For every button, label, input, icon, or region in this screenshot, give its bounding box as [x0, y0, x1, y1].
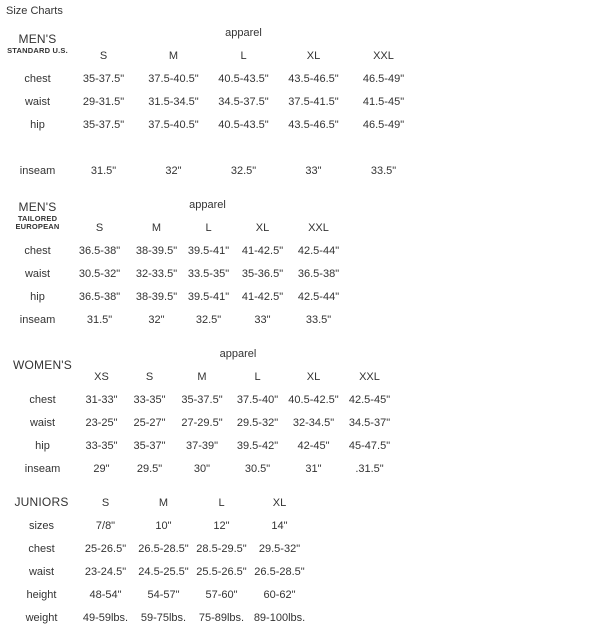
- table-row: [7, 561, 309, 584]
- column-header: L: [209, 45, 279, 68]
- column-header: S: [125, 366, 175, 389]
- table-cell: 25.5-26.5": [193, 561, 251, 584]
- table-cell: 28.5-29.5": [193, 538, 251, 561]
- table-cell: 29.5-32": [251, 538, 309, 561]
- table-cell: 26.5-28.5": [251, 561, 309, 584]
- row-header: waist: [7, 263, 69, 286]
- table-cell: 42.5-45": [342, 389, 398, 412]
- size-table: [6, 193, 347, 332]
- table-cell: 42.5-44": [291, 240, 347, 263]
- chart-name: MEN'S: [18, 32, 57, 47]
- table-cell: 41.5-45": [349, 91, 419, 114]
- table-cell: 36.5-38": [69, 240, 131, 263]
- table-row: [7, 607, 309, 630]
- table-cell: 32": [139, 160, 209, 183]
- table-cell: 29.5": [125, 458, 175, 481]
- column-header: XXL: [291, 217, 347, 240]
- column-header: M: [139, 45, 209, 68]
- table-cell: 30.5-32": [69, 263, 131, 286]
- size-chart-juniors: [6, 491, 600, 630]
- column-header: XXL: [349, 45, 419, 68]
- table-cell: 32.5": [183, 309, 235, 332]
- apparel-label: apparel: [69, 22, 419, 45]
- table-cell: 31-33": [79, 389, 125, 412]
- table-cell: 32-33.5": [131, 263, 183, 286]
- table-cell: 23-25": [79, 412, 125, 435]
- table-cell: 31.5-34.5": [139, 91, 209, 114]
- table-cell: 43.5-46.5": [279, 68, 349, 91]
- table-spacer: [7, 137, 419, 160]
- table-cell: 37.5-40.5": [139, 68, 209, 91]
- table-cell: 25-26.5": [77, 538, 135, 561]
- chart-name: JUNIORS: [14, 495, 69, 510]
- table-row: [7, 538, 309, 561]
- apparel-label: apparel: [69, 194, 347, 217]
- table-cell: 35-37.5": [69, 114, 139, 137]
- table-cell: 33": [279, 160, 349, 183]
- table-cell: 31.5": [69, 160, 139, 183]
- table-cell: 31": [286, 458, 342, 481]
- table-cell: 38-39.5": [131, 240, 183, 263]
- column-header: XL: [286, 366, 342, 389]
- table-cell: 38-39.5": [131, 286, 183, 309]
- table-cell: 36.5-38": [69, 286, 131, 309]
- table-cell: 34.5-37": [342, 412, 398, 435]
- table-cell: 46.5-49": [349, 68, 419, 91]
- column-header: L: [183, 217, 235, 240]
- table-cell: 23-24.5": [77, 561, 135, 584]
- table-row: [7, 114, 419, 137]
- row-header: chest: [7, 240, 69, 263]
- table-cell: 10": [135, 515, 193, 538]
- table-cell: 59-75lbs.: [135, 607, 193, 630]
- table-cell: 35-37.5": [175, 389, 230, 412]
- table-row: [7, 515, 309, 538]
- table-cell: 39.5-41": [183, 240, 235, 263]
- row-header: waist: [7, 91, 69, 114]
- table-cell: 25-27": [125, 412, 175, 435]
- table-header-row: [7, 45, 419, 68]
- table-cell: 31.5": [69, 309, 131, 332]
- column-header: XS: [79, 366, 125, 389]
- table-cell: 33.5": [349, 160, 419, 183]
- table-cell: 29-31.5": [69, 91, 139, 114]
- column-header: L: [193, 492, 251, 515]
- table-cell: 14": [251, 515, 309, 538]
- row-header: chest: [7, 389, 79, 412]
- size-table: [6, 342, 398, 481]
- table-cell: 32": [131, 309, 183, 332]
- table-cell: 46.5-49": [349, 114, 419, 137]
- row-header: hip: [7, 114, 69, 137]
- row-header: inseam: [7, 458, 79, 481]
- column-header: XL: [279, 45, 349, 68]
- page-title: Size Charts: [6, 5, 63, 17]
- table-row: [7, 22, 419, 45]
- table-cell: 45-47.5": [342, 435, 398, 458]
- row-header: hip: [7, 435, 79, 458]
- chart-name: MEN'S: [18, 199, 57, 214]
- row-header: weight: [7, 607, 77, 630]
- table-row: [7, 160, 419, 183]
- size-table: [6, 21, 419, 183]
- table-cell: 12": [193, 515, 251, 538]
- column-header: M: [131, 217, 183, 240]
- table-cell: 32-34.5": [286, 412, 342, 435]
- table-cell: 37.5-40": [230, 389, 286, 412]
- table-cell: 40.5-42.5": [286, 389, 342, 412]
- chart-name: WOMEN'S: [12, 357, 73, 372]
- table-row: [7, 68, 419, 91]
- table-cell: 27-29.5": [175, 412, 230, 435]
- row-header: sizes: [7, 515, 77, 538]
- table-cell: 57-60": [193, 584, 251, 607]
- table-row: [7, 263, 347, 286]
- table-cell: 89-100lbs.: [251, 607, 309, 630]
- table-cell: 33-35": [79, 435, 125, 458]
- table-cell: 49-59lbs.: [77, 607, 135, 630]
- column-header: S: [77, 492, 135, 515]
- size-chart-mens-tailored: [6, 193, 600, 332]
- column-header: XL: [235, 217, 291, 240]
- column-header: L: [230, 366, 286, 389]
- row-header: waist: [7, 561, 77, 584]
- table-row: [7, 194, 347, 217]
- column-header: XXL: [342, 366, 398, 389]
- table-cell: 42-45": [286, 435, 342, 458]
- column-header: XL: [251, 492, 309, 515]
- table-row: [7, 343, 398, 366]
- chart-subname: STANDARD U.S.: [7, 46, 68, 56]
- table-cell: 33.5": [291, 309, 347, 332]
- table-row: [7, 584, 309, 607]
- table-cell: 48-54": [77, 584, 135, 607]
- table-row: [7, 91, 419, 114]
- table-cell: 39.5-42": [230, 435, 286, 458]
- table-row: [7, 240, 347, 263]
- table-row: [7, 286, 347, 309]
- table-cell: 37.5-41.5": [279, 91, 349, 114]
- table-cell: 32.5": [209, 160, 279, 183]
- row-header: inseam: [7, 309, 69, 332]
- table-cell: 33.5-35": [183, 263, 235, 286]
- table-cell: 37-39": [175, 435, 230, 458]
- row-header: waist: [7, 412, 79, 435]
- column-header: S: [69, 217, 131, 240]
- column-header: M: [175, 366, 230, 389]
- table-row: [7, 492, 309, 515]
- table-cell: 30.5": [230, 458, 286, 481]
- table-cell: .31.5": [342, 458, 398, 481]
- size-table: [6, 491, 309, 630]
- table-row: [7, 412, 398, 435]
- row-header: height: [7, 584, 77, 607]
- chart-subname: TAILORED EUROPEAN: [15, 213, 60, 232]
- table-cell: 37.5-40.5": [139, 114, 209, 137]
- table-row: [7, 389, 398, 412]
- table-cell: 36.5-38": [291, 263, 347, 286]
- table-cell: 35-36.5": [235, 263, 291, 286]
- table-cell: 41-42.5": [235, 240, 291, 263]
- table-cell: 33-35": [125, 389, 175, 412]
- table-cell: 60-62": [251, 584, 309, 607]
- row-header: inseam: [7, 160, 69, 183]
- table-cell: 40.5-43.5": [209, 114, 279, 137]
- apparel-label: apparel: [79, 343, 398, 366]
- chart-name-cell: [7, 194, 69, 240]
- chart-name-cell: [7, 22, 69, 68]
- table-row: [7, 435, 398, 458]
- table-cell: 54-57": [135, 584, 193, 607]
- table-cell: 34.5-37.5": [209, 91, 279, 114]
- table-cell: 35-37.5": [69, 68, 139, 91]
- table-cell: 7/8": [77, 515, 135, 538]
- row-header: chest: [7, 68, 69, 91]
- table-cell: 24.5-25.5": [135, 561, 193, 584]
- table-cell: 29": [79, 458, 125, 481]
- table-cell: 35-37": [125, 435, 175, 458]
- table-cell: 42.5-44": [291, 286, 347, 309]
- size-chart-mens-standard: [6, 21, 600, 183]
- column-header: M: [135, 492, 193, 515]
- table-row: [7, 309, 347, 332]
- table-cell: 43.5-46.5": [279, 114, 349, 137]
- table-cell: 26.5-28.5": [135, 538, 193, 561]
- chart-name-cell: [7, 492, 77, 515]
- column-header: S: [69, 45, 139, 68]
- row-header: hip: [7, 286, 69, 309]
- row-header: chest: [7, 538, 77, 561]
- table-cell: 29.5-32": [230, 412, 286, 435]
- table-cell: 40.5-43.5": [209, 68, 279, 91]
- table-cell: 39.5-41": [183, 286, 235, 309]
- table-row: [7, 458, 398, 481]
- table-cell: 41-42.5": [235, 286, 291, 309]
- chart-name-cell: [7, 343, 79, 389]
- table-cell: 30": [175, 458, 230, 481]
- table-cell: 33": [235, 309, 291, 332]
- size-chart-womens: [6, 342, 600, 481]
- table-cell: 75-89lbs.: [193, 607, 251, 630]
